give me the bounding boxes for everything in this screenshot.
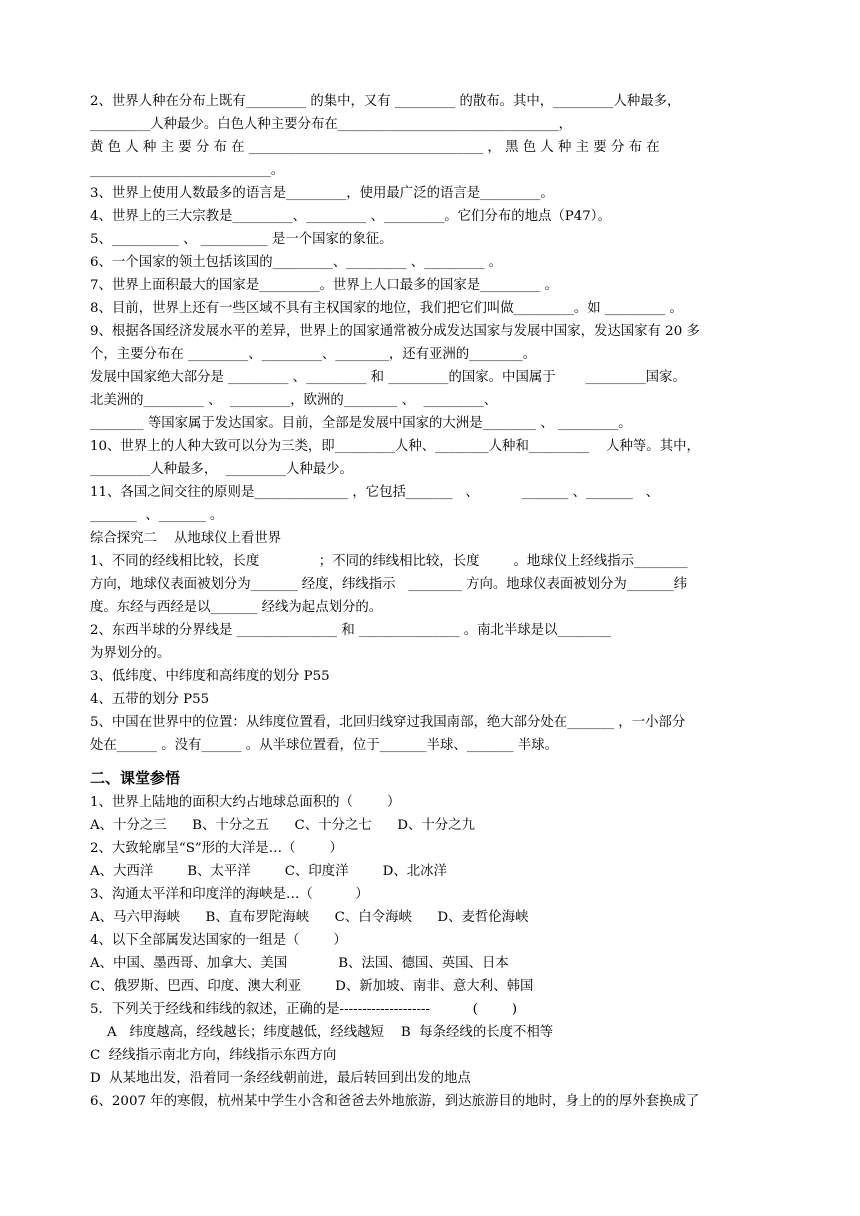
worksheet-line: 发展中国家绝大部分是 _________ 、_________ 和 _________的国家。中国属于 _________国家。: [90, 370, 686, 385]
worksheet-line: 2、世界人种在分布上既有_________ 的集中，又有 _________ 的散布。其中，_________人种最多，: [90, 94, 681, 109]
worksheet-line: 1、不同的经线相比较，长度 ；不同的纬线相比较，长度 。地球仪上经线指示________: [90, 554, 688, 569]
worksheet-line: 4、五带的划分 P55: [90, 692, 210, 707]
worksheet-line: 度。东经与西经是以_______ 经线为起点划分的。: [90, 600, 383, 615]
question-line: A、马六甲海峡 B、直布罗陀海峡 C、白令海峡 D、麦哲伦海峡: [90, 910, 529, 925]
worksheet-line: 北美洲的_________ 、 _________，欧洲的________ 、 _________、: [90, 393, 498, 408]
worksheet-line: 7、世界上面积最大的国家是_________。世界上人口最多的国家是_________ 。: [90, 278, 559, 293]
worksheet-line: 4、世界上的三大宗教是_________、_________ 、_________。它们分布的地点（P47）。: [90, 209, 611, 224]
worksheet-line: ___________________________。: [90, 163, 285, 178]
worksheet-line: 为界划分的。: [90, 646, 171, 661]
worksheet-line: ________ 等国家属于发达国家。目前，全部是发展中国家的大洲是________ 、 _________。: [90, 416, 632, 431]
worksheet-line: 个，主要分布在 _________、_________、________，还有亚洲的________。: [90, 347, 537, 362]
worksheet-line: 8、目前，世界上还有一些区域不具有主权国家的地位，我们把它们叫做_________。如 _________ 。: [90, 301, 683, 316]
section-heading: 二、课堂参悟: [90, 769, 181, 787]
worksheet-line: 2、东西半球的分界线是 _______________ 和 _______________ 。南北半球是以________: [90, 623, 611, 638]
worksheet-line: _______ 、_______ 。: [90, 508, 224, 523]
worksheet-line: 综合探究二 从地球仪上看世界: [90, 531, 282, 546]
worksheet-line: _________人种最少。白色人种主要分布在_________________________________，: [90, 117, 573, 132]
question-line: D 从某地出发，沿着同一条经线朝前进，最后转回到出发的地点: [90, 1071, 471, 1086]
worksheet-line: 11、各国之间交往的原则是______________ ，它包括_______ 、 _______ 、_______ 、: [90, 485, 660, 500]
worksheet-line: _________人种最多， _________人种最少。: [90, 462, 353, 477]
worksheet-line: 方向，地球仪表面被划分为_______ 经度，纬线指示 ________ 方向。地球仪表面被划分为_______纬: [90, 577, 688, 592]
question-line: A 纬度越高，经线越长；纬度越低，经线越短 B 每条经线的长度不相等: [90, 1025, 554, 1040]
question-line: C 经线指示南北方向，纬线指示东西方向: [90, 1048, 337, 1063]
question-line: 1、世界上陆地的面积大约占地球总面积的（ ）: [90, 795, 401, 810]
question-line: A、大西洋 B、太平洋 C、印度洋 D、北冰洋: [90, 864, 447, 879]
worksheet-line: 6、一个国家的领土包括该国的_________、_________ 、_________ 。: [90, 255, 503, 270]
question-line: 5．下列关于经线和纬线的叙述，正确的是-------------------- ( ): [90, 1002, 518, 1017]
question-line: C、俄罗斯、巴西、印度、澳大利亚 D、新加坡、南非、意大利、韩国: [90, 979, 534, 994]
worksheet-line: 5、中国在世界中的位置：从纬度位置看，北回归线穿过我国南部，绝大部分处在_______ ，一小部分: [90, 715, 686, 730]
question-line: 4、以下全部属发达国家的一组是（ ）: [90, 933, 347, 948]
worksheet-line: 黄 色 人 种 主 要 分 布 在 ___________________________________ ， 黑 色 人 种 主 要 分 布 在: [90, 140, 660, 155]
question-line: 2、大致轮廓呈“S”形的大洋是…（ ）: [90, 841, 343, 856]
worksheet-line: 3、低纬度、中纬度和高纬度的划分 P55: [90, 669, 330, 684]
worksheet-line: 处在______ 。没有______ 。从半球位置看，位于_______半球、_______ 半球。: [90, 738, 559, 753]
worksheet-line: 3、世界上使用人数最多的语言是_________，使用最广泛的语言是_________。: [90, 186, 554, 201]
question-line: A、十分之三 B、十分之五 C、十分之七 D、十分之九: [90, 818, 475, 833]
worksheet-line: 5、__________ 、 __________ 是一个国家的象征。: [90, 232, 393, 247]
worksheet-line: 10、世界上的人种大致可以分为三类，即_________人种、________人种和_________ 人种等。其中，: [90, 439, 700, 454]
question-line: 6、2007 年的寒假，杭州某中学生小含和爸爸去外地旅游，到达旅游目的地时，身上的的厚外套换成了: [90, 1094, 700, 1109]
worksheet-line: 9、根据各国经济发展水平的差异，世界上的国家通常被分成发达国家与发展中国家，发达国家有 20 多: [90, 324, 700, 339]
question-line: A、中国、墨西哥、加拿大、美国 B、法国、德国、英国、日本: [90, 956, 509, 971]
question-line: 3、沟通太平洋和印度洋的海峡是…（ ）: [90, 887, 369, 902]
